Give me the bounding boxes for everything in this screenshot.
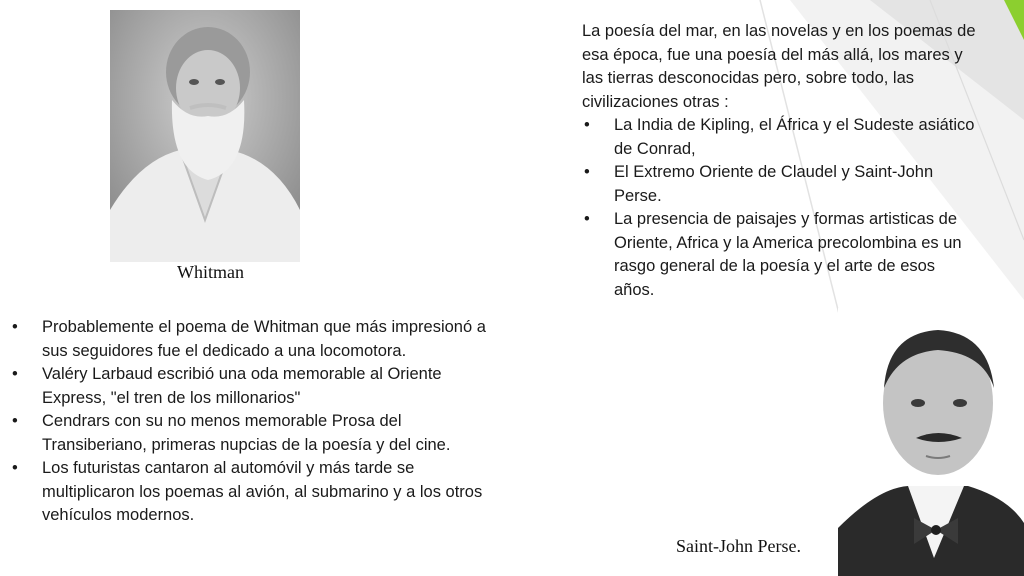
list-item <box>10 410 500 457</box>
bullet-icon: • <box>12 412 18 430</box>
list-item <box>10 457 500 528</box>
list-item-text: Probablemente el poema de Whitman que más impresionó a sus seguidores fue el dedicado a una locomotora. <box>42 318 486 360</box>
list-item <box>582 161 977 208</box>
list-item-text: El Extremo Oriente de Claudel y Saint-John Perse. <box>614 163 934 205</box>
left-text-block <box>10 316 500 528</box>
list-item-text: Cendrars con su no menos memorable Prosa del Transiberiano, primeras nupcias de la poesía y del cine. <box>42 412 451 454</box>
list-item <box>10 316 500 363</box>
whitman-caption: Whitman <box>177 262 244 282</box>
whitman-portrait <box>110 10 300 262</box>
right-intro: La poesía del mar, en las novelas y en los poemas de esa época, fue una poesía del más allá, los mares y las tierras desconocidas pero, sobre todo, las civilizaciones otras : <box>582 22 976 111</box>
list-item <box>10 363 500 410</box>
list-item-text: La India de Kipling, el África y el Sudeste asiático de Conrad, <box>614 116 975 158</box>
left-bullet-list <box>10 316 500 528</box>
bullet-icon: • <box>584 210 590 228</box>
right-text-block <box>582 20 977 302</box>
bullet-icon: • <box>12 459 18 477</box>
bullet-icon: • <box>12 365 18 383</box>
bullet-icon: • <box>584 116 590 134</box>
mustached-man-portrait-icon <box>838 308 1024 576</box>
list-item-text: Los futuristas cantaron al automóvil y más tarde se multiplicaron los poemas al avión, al submarino y a los otros vehículos modernos. <box>42 459 483 524</box>
list-item <box>582 208 977 302</box>
list-item-text: La presencia de paisajes y formas artisticas de Oriente, Africa y la America precolombina es un rasgo general de la poesía y el arte de esos años. <box>614 210 962 299</box>
bearded-man-portrait-icon <box>110 10 300 262</box>
perse-portrait <box>838 308 1024 576</box>
right-bullet-list <box>582 114 977 302</box>
perse-caption: Saint-John Perse. <box>676 536 801 556</box>
bullet-icon: • <box>584 163 590 181</box>
bullet-icon: • <box>12 318 18 336</box>
list-item <box>582 114 977 161</box>
list-item-text: Valéry Larbaud escribió una oda memorable al Oriente Express, "el tren de los millonarios" <box>42 365 442 407</box>
